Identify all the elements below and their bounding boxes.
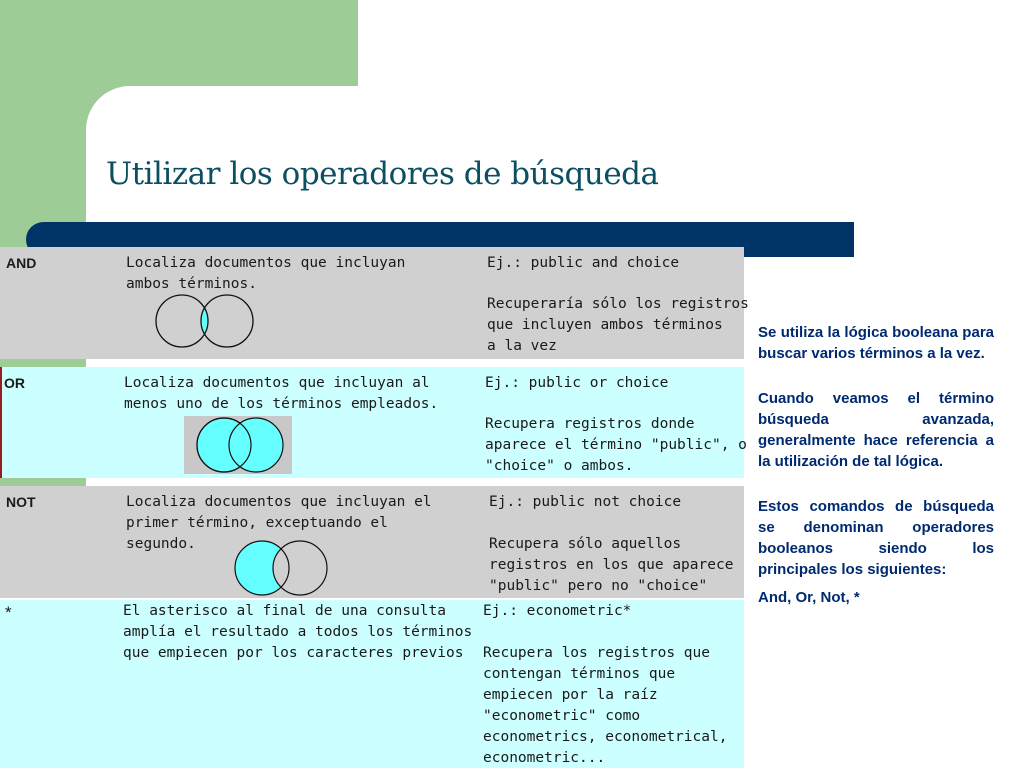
operator-description-line: primer término, exceptuando el xyxy=(126,515,388,531)
venn-difference-diagram xyxy=(226,538,336,600)
operator-name: * xyxy=(5,603,12,622)
operator-example: Ej.: public and choice xyxy=(487,255,680,271)
operator-explanation-line: Recupera registros donde xyxy=(485,416,695,432)
sidebar-paragraph: Cuando veamos el término búsqueda avanzada, generalmente hace referencia a la utilización de tal lógica. xyxy=(758,390,994,470)
operator-name: OR xyxy=(4,375,25,391)
operator-description-line: menos uno de los términos empleados. xyxy=(124,396,439,412)
operator-description-line: Localiza documentos que incluyan al xyxy=(124,375,430,391)
operator-explanation-line: Recuperaría sólo los registros xyxy=(487,296,749,312)
venn-intersection-diagram xyxy=(150,291,260,353)
operator-description-line: Localiza documentos que incluyan xyxy=(126,255,406,271)
operator-name: AND xyxy=(6,255,37,271)
operator-description-line: que empiecen por los caracteres previos xyxy=(123,645,464,661)
sidebar-paragraph: Estos comandos de búsqueda se denominan operadores booleanos siendo los principales los siguientes: xyxy=(758,498,994,578)
operator-explanation-line: registros en los que aparece xyxy=(489,557,734,573)
operator-explanation-line: contengan términos que xyxy=(483,666,676,682)
operator-explanation-line: econometrics, econometrical, xyxy=(483,729,728,745)
slide-title: Utilizar los operadores de búsqueda xyxy=(106,156,659,192)
operator-explanation-line: "choice" o ambos. xyxy=(485,458,634,474)
operator-example: Ej.: public not choice xyxy=(489,494,682,510)
operator-description-line: amplía el resultado a todos los términos xyxy=(123,624,473,640)
sidebar-paragraph: Se utiliza la lógica booleana para buscar varios términos a la vez. xyxy=(758,324,994,362)
operator-explanation-line: econometric... xyxy=(483,750,606,766)
operator-example: Ej.: econometric* xyxy=(483,603,632,619)
operator-explanation-line: que incluyen ambos términos xyxy=(487,317,723,333)
operator-explanation-line: "public" pero no "choice" xyxy=(489,578,708,594)
operator-explanation-line: Recupera sólo aquellos xyxy=(489,536,682,552)
operator-explanation-line: "econometric" como xyxy=(483,708,641,724)
operator-explanation-line: aparece el término "public", o xyxy=(485,437,747,453)
operator-row-or xyxy=(0,367,747,478)
operator-name: NOT xyxy=(6,494,36,510)
operator-explanation-line: empiecen por la raíz xyxy=(483,687,658,703)
operator-description-line: El asterisco al final de una consulta xyxy=(123,603,447,619)
operator-explanation-line: a la vez xyxy=(487,338,557,354)
operator-description-line: ambos términos. xyxy=(126,276,257,292)
operator-row-asterisk xyxy=(0,600,744,768)
operator-explanation-line: Recupera los registros que xyxy=(483,645,710,661)
operator-row-and xyxy=(0,247,749,359)
operator-description-line: segundo. xyxy=(126,536,196,552)
sidebar-text xyxy=(758,322,994,608)
operator-row-not xyxy=(0,486,744,598)
venn-union-diagram xyxy=(184,416,292,474)
sidebar-operator-list: And, Or, Not, * xyxy=(758,589,860,606)
operator-description-line: Localiza documentos que incluyan el xyxy=(126,494,432,510)
operator-example: Ej.: public or choice xyxy=(485,375,669,391)
